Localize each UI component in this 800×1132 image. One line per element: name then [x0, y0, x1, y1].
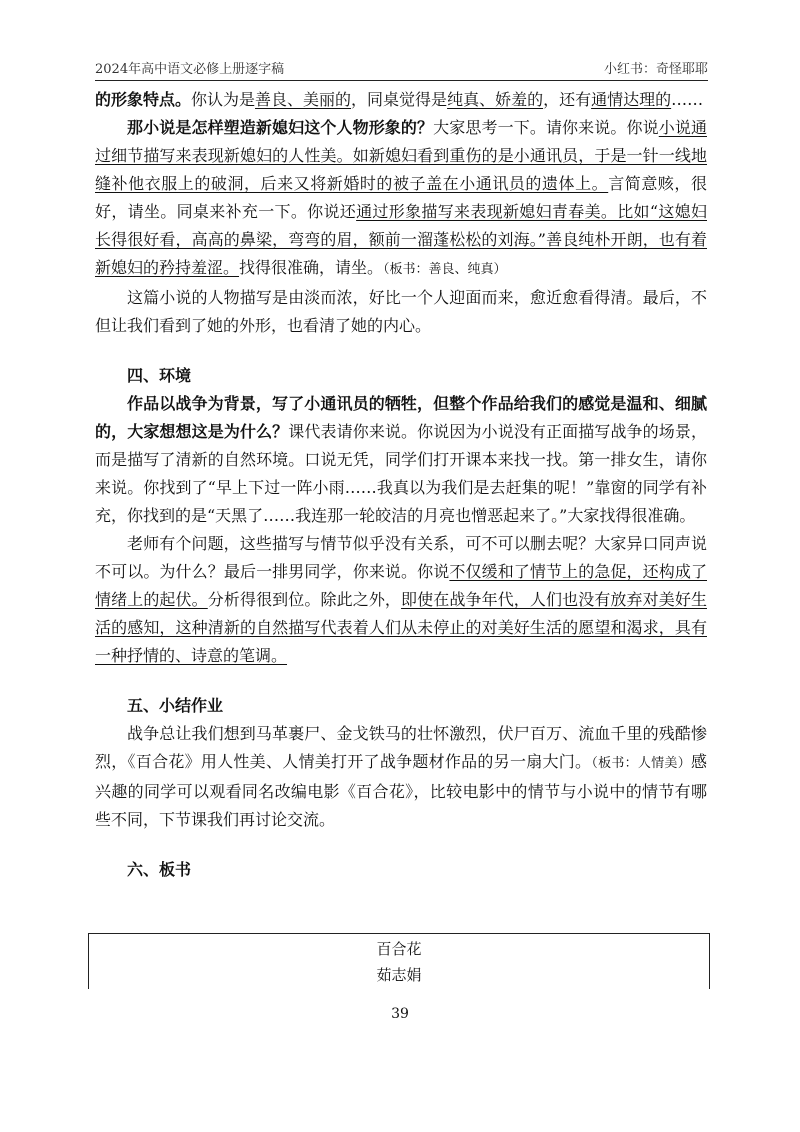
board-title: 百合花 [376, 940, 422, 958]
header-doc-title: 2024年高中语文必修上册逐字稿 [95, 62, 285, 77]
section-heading-summary: 五、小结作业 [127, 696, 224, 715]
board-author: 茹志娟 [376, 966, 422, 984]
paragraph-summary: 战争总让我们想到马革裹尸、金戈铁马的壮怀激烈，伏尸百万、流血千里的残酷惨烈，《百合花》用人性美、人情美打开了战争题材作品的另一扇大门。（板书：人情美）感兴趣的同学可以观看同名改编电影《百合花》，比较电影中的情节与小说中的情节有哪些不同，下节课我们再讨论交流。 [95, 724, 707, 829]
page-header [95, 58, 708, 81]
paragraph-description-summary: 这篇小说的人物描写是由淡而浓，好比一个人迎面而来，愈近愈看得清。最后，不但让我们看到了她的外形，也看清了她的内心。 [95, 288, 707, 335]
header-author: 小红书：奇怪耶耶 [603, 62, 708, 77]
page-content [95, 86, 707, 884]
paragraph-character-shaping: 那小说是怎样塑造新媳妇这个人物形象的？大家思考一下。请你来说。你说小说通过细节描写来表现新媳妇的人性美。如新媳妇看到重伤的是小通讯员，于是一针一线地缝补他衣服上的破洞，后来又将新婚时的被子盖在小通讯员的遗体上。言简意赅，很好，请坐。同桌来补充一下。你说还通过形象描写来表现新媳妇青春美。比如“这媳妇长得很好看，高高的鼻梁，弯弯的眉，额前一溜蓬松松的刘海。”善良纯朴开朗，也有着新媳妇的矜持羞涩。找得很准确，请坐。（板书：善良、纯真） [95, 118, 707, 277]
section-heading-board: 六、板书 [127, 860, 192, 879]
blackboard-box [88, 933, 710, 989]
section-heading-environment: 四、环境 [127, 366, 192, 385]
paragraph-character-traits: 的形象特点。你认为是善良、美丽的，同桌觉得是纯真、娇羞的，还有通情达理的…… [95, 90, 704, 109]
paragraph-environment-question: 老师有个问题，这些描写与情节似乎没有关系，可不可以删去呢？大家异口同声说不可以。为什么？最后一排男同学，你来说。你说不仅缓和了情节上的急促，还构成了情绪上的起伏。分析得很到位。除此之外，即使在战争年代，人们也没有放弃对美好生活的感知，这种清新的自然描写代表着人们从未停止的对美好生活的愿望和渴求，具有一种抒情的、诗意的笔调。 [95, 534, 707, 665]
paragraph-environment: 作品以战争为背景，写了小通讯员的牺牲，但整个作品给我们的感觉是温和、细腻的，大家想想这是为什么？课代表请你来说。你说因为小说没有正面描写战争的场景，而是描写了清新的自然环境。口说无凭，同学们打开课本来找一找。第一排女生，请你来说。你找到了“早上下过一阵小雨……我真以为我们是去赶集的呢！”靠窗的同学有补充，你找到的是“天黑了……我连那一轮皎洁的月亮也憎恶起来了。”大家找得很准确。 [95, 394, 707, 525]
page-number: 39 [391, 1006, 409, 1022]
